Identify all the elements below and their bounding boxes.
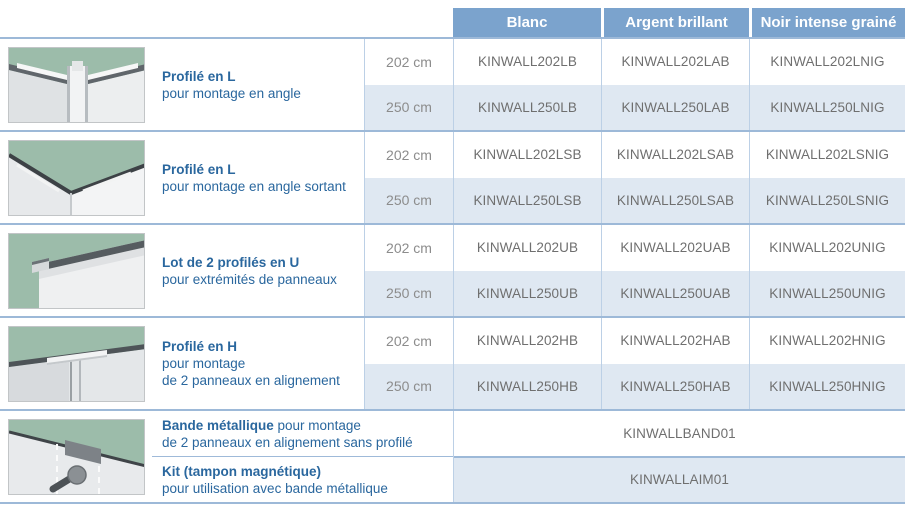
size-column [365,132,453,223]
accessory-title: Bande métallique [162,417,274,433]
accessory-code: KINWALLAIM01 [630,472,729,488]
code-column-blanc [453,39,601,130]
product-code: KINWALL250HAB [620,378,731,394]
table-bottom-border [0,502,905,504]
product-title: Lot de 2 profilés en U [162,254,300,270]
size-label: 202 cm [386,239,432,256]
product-code: KINWALL202LSAB [616,147,735,163]
code-column-blanc [453,132,601,223]
code-column-argent [601,225,749,316]
profile-u-panel-end-image [9,234,145,309]
size-label: 250 cm [386,192,432,209]
profile-h-alignment-image [9,327,145,402]
product-subtitle: pour extrémités de panneaux [162,271,337,287]
product-title: Profilé en H [162,339,238,354]
product-row-profile-l-angle [0,37,905,130]
product-title: Profilé en L [162,68,236,84]
product-code: KINWALL202HB [476,333,579,349]
product-description [152,132,365,223]
size-label: 250 cm [386,99,432,116]
product-code: KINWALL202LB [477,54,577,70]
accessory-codes [453,411,905,502]
product-code: KINWALL250UNIG [769,285,886,301]
size-column [365,225,453,316]
size-label: 202 cm [386,332,432,349]
accessory-title: Kit (tampon magnétique) [162,463,321,479]
product-row-profile-l-angle-sortant [0,130,905,223]
product-row-profile-h [0,316,905,409]
code-column-blanc [453,318,601,409]
accessory-subtitle: de 2 panneaux en alignement sans profilé [162,434,413,450]
code-column-noir [749,318,905,409]
product-code: KINWALL250LSB [473,192,582,208]
size-column [365,318,453,409]
code-column-noir [749,39,905,130]
product-code: KINWALL250LB [477,99,577,115]
size-label: 202 cm [386,53,432,70]
product-code: KINWALL250UAB [620,285,731,301]
product-description: Profilé en H pour montage de 2 panneaux en alignement [152,318,365,409]
product-code: KINWALL202LSNIG [765,147,890,163]
product-image-cell [0,411,152,502]
accessory-descriptions [152,411,453,502]
product-title: Profilé en L [162,161,236,177]
size-label: 250 cm [386,285,432,302]
product-image-cell [0,318,152,409]
product-code: KINWALL202HNIG [769,333,886,349]
product-code: KINWALL250LAB [621,99,730,115]
product-subtitle: pour montage en angle sortant [162,178,346,194]
code-column-argent [601,132,749,223]
accessory-kit-description [152,456,453,502]
product-image-cell [0,39,152,130]
size-label: 250 cm [386,378,432,395]
product-code: KINWALL250LSNIG [765,192,890,208]
product-code: KINWALL250HB [476,378,579,394]
product-code: KINWALL202LAB [621,54,730,70]
product-code: KINWALL202HAB [620,333,731,349]
column-header-argent-brillant: Argent brillant [601,8,749,37]
column-header-noir-intense-graine: Noir intense grainé [749,8,905,37]
accessory-code: KINWALLBAND01 [623,425,736,441]
table-header-row [0,8,905,37]
product-image-cell [0,132,152,223]
profile-l-outer-corner-image [9,141,145,216]
code-column-noir [749,132,905,223]
product-description [152,39,365,130]
accessories-rows [0,409,905,502]
column-header-blanc: Blanc [453,8,601,37]
product-code: KINWALL250HNIG [769,378,886,394]
product-description [152,225,365,316]
product-code: KINWALL202UB [476,240,579,256]
accessory-band-description: Bande métallique pour montage de 2 panneaux en alignement sans profilé [152,411,453,456]
accessory-subtitle: pour utilisation avec bande métallique [162,480,388,496]
product-code: KINWALL202UAB [620,240,731,256]
code-column-argent [601,318,749,409]
size-column [365,39,453,130]
size-label: 202 cm [386,146,432,163]
product-code: KINWALL250LNIG [770,99,885,115]
code-column-blanc [453,225,601,316]
product-subtitle: pour montage en angle [162,85,301,101]
product-row-profile-u [0,223,905,316]
profile-l-inner-corner-image [9,48,145,123]
product-code: KINWALL202LNIG [770,54,885,70]
product-code: KINWALL202LSB [473,147,582,163]
metal-band-magnet-image [9,420,145,495]
code-column-noir [749,225,905,316]
code-column-argent [601,39,749,130]
product-subtitle: pour montage [162,356,246,371]
product-code: KINWALL250UB [476,285,579,301]
product-code: KINWALL250LSAB [616,192,735,208]
product-code: KINWALL202UNIG [769,240,886,256]
product-image-cell [0,225,152,316]
